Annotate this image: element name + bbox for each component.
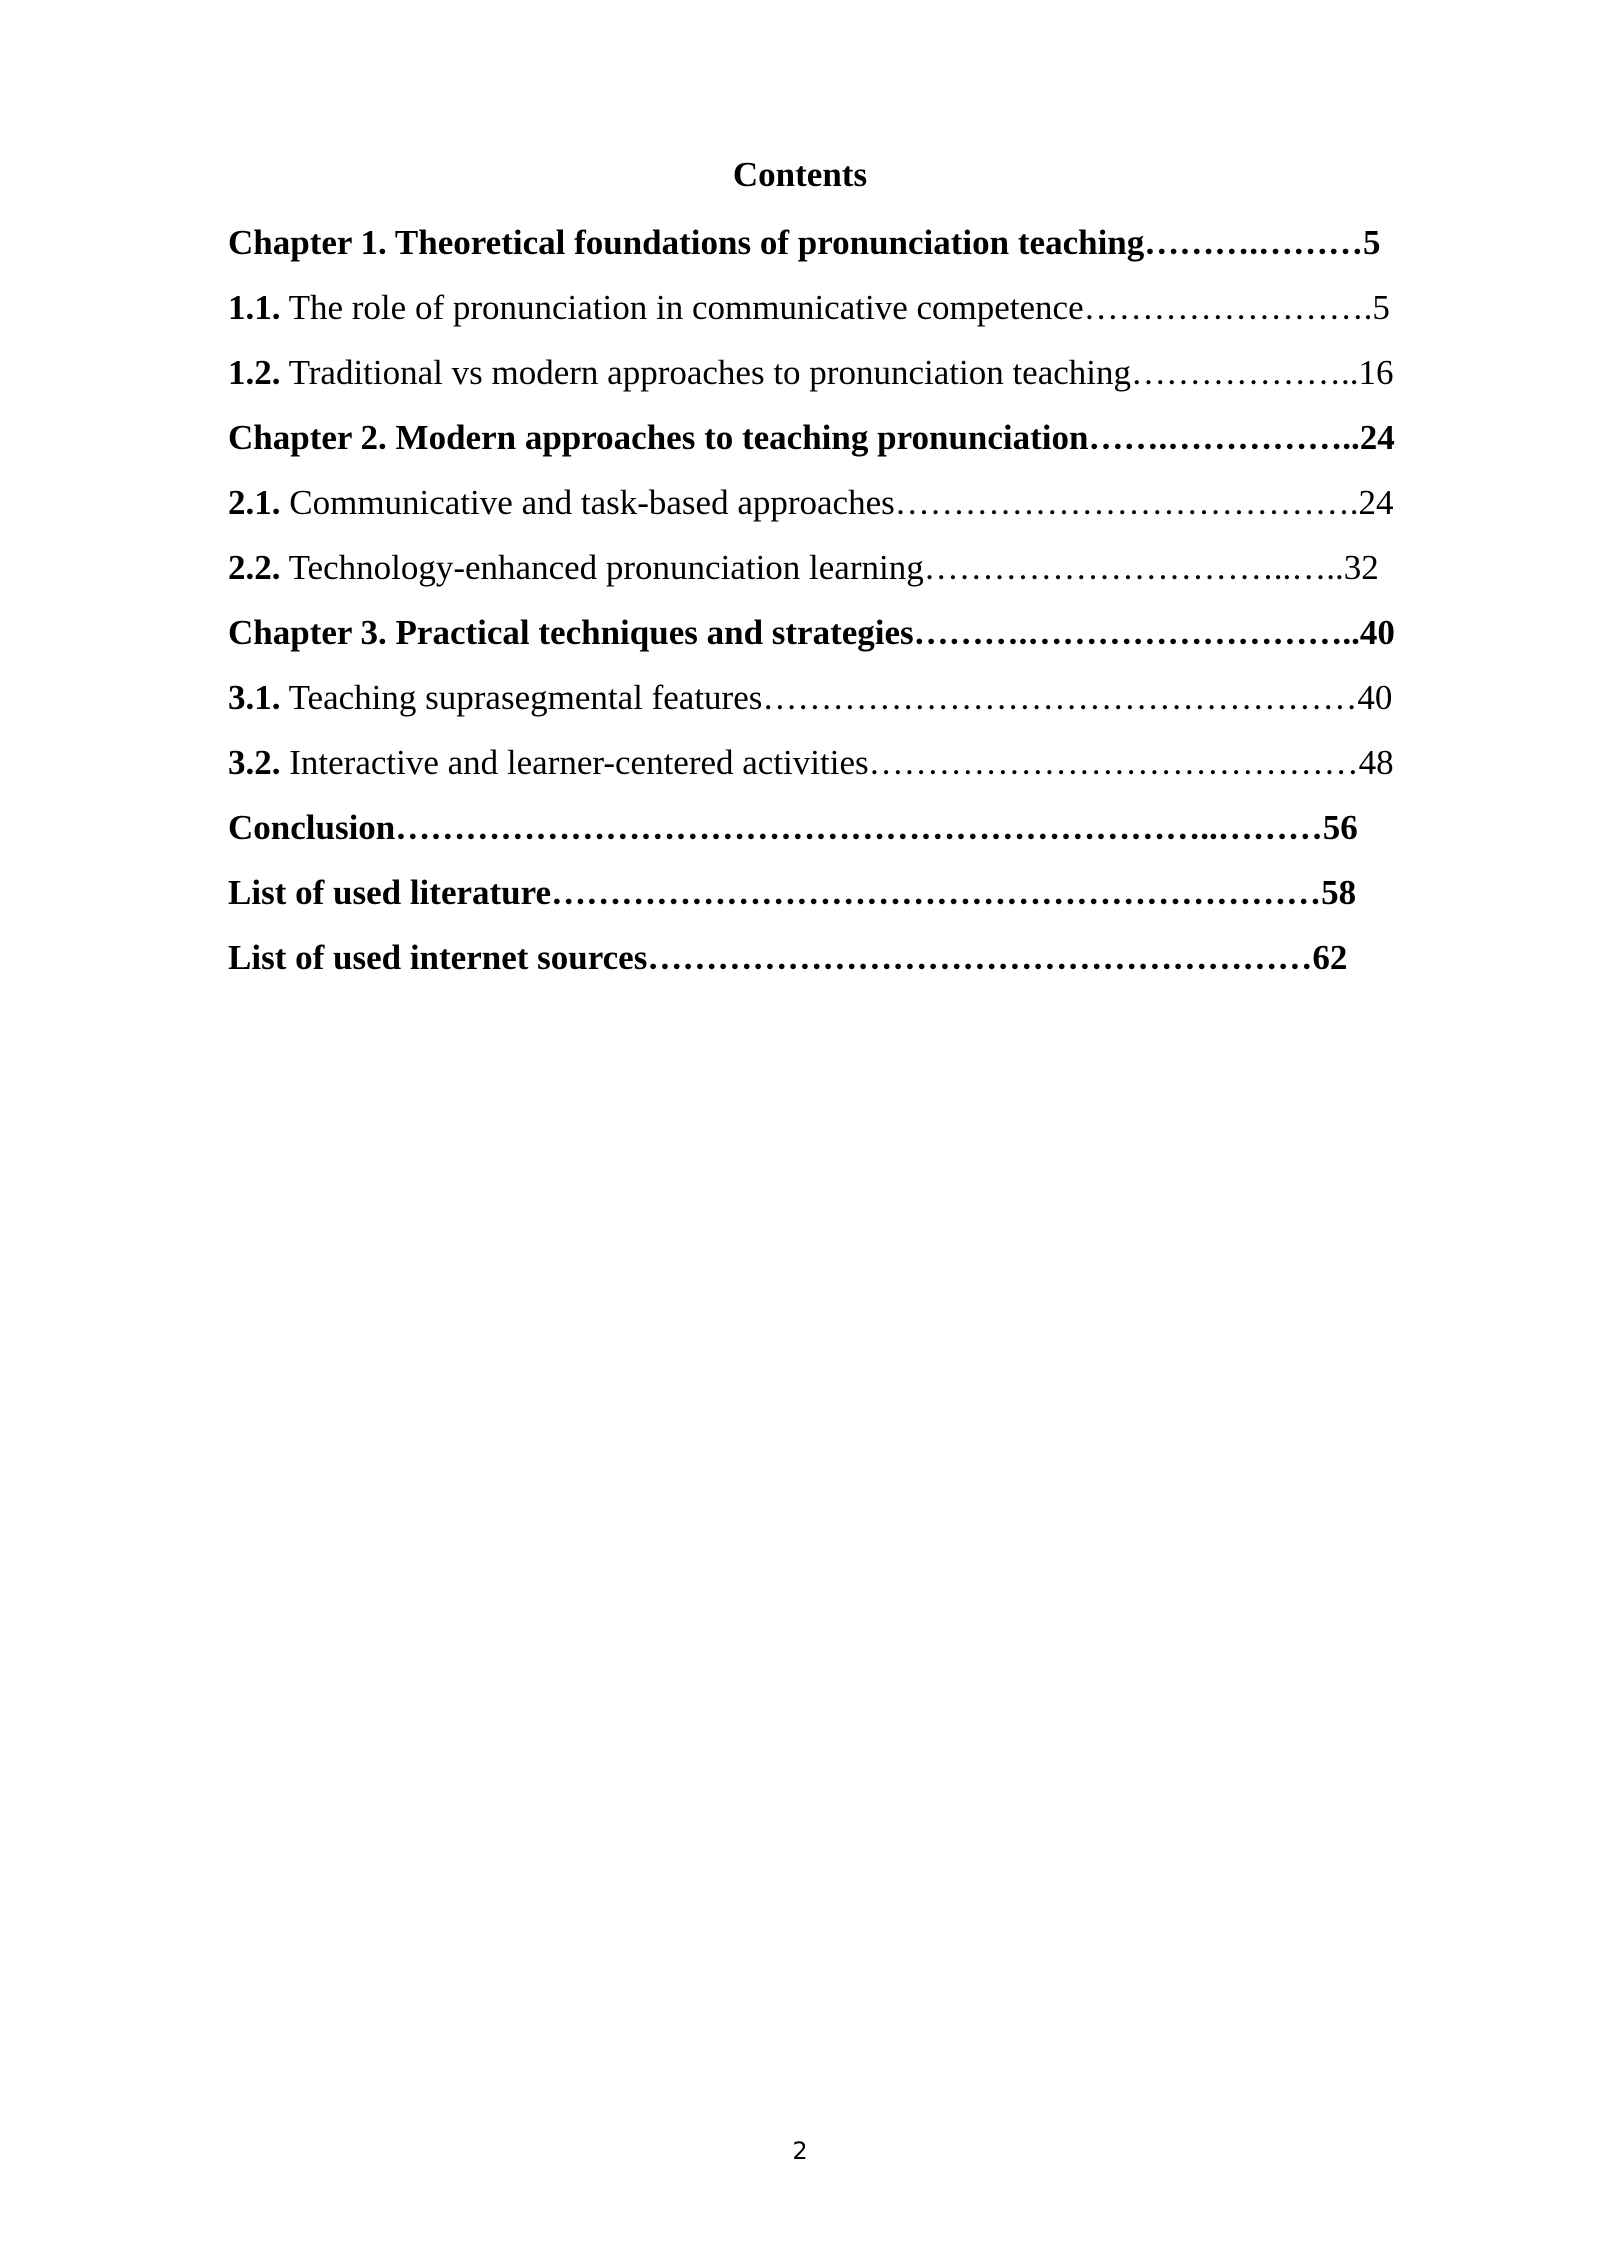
- toc-entry-section-1-1: [228, 283, 1486, 348]
- toc-entry-chapter-1: [228, 218, 1486, 283]
- toc-entry-section-3-1: [228, 673, 1486, 738]
- toc-entry-internet-sources: [228, 933, 1486, 998]
- contents-heading: Contents: [732, 155, 868, 194]
- toc-entry-number: 3.2.: [228, 743, 281, 782]
- toc-entry-chapter-3: [228, 608, 1486, 673]
- toc-entry-number: 2.1.: [228, 483, 281, 522]
- toc-entry-text: Interactive and learner-centered activities……………………………………48: [280, 743, 1394, 782]
- toc-entry-text: Chapter 1. Theoretical foundations of pronunciation teaching……….………5: [228, 223, 1381, 262]
- table-of-contents: [228, 218, 1486, 998]
- toc-entry-section-1-2: [228, 348, 1486, 413]
- toc-entry-text: Teaching suprasegmental features……………………………………………40: [280, 678, 1393, 717]
- toc-entry-text: Communicative and task-based approaches………………………………….24: [280, 483, 1394, 522]
- toc-entry-section-2-1: [228, 478, 1486, 543]
- toc-entry-text: Chapter 2. Modern approaches to teaching pronunciation…….……………..24: [228, 418, 1395, 457]
- toc-entry-section-3-2: [228, 738, 1486, 803]
- toc-entry-text: The role of pronunciation in communicative competence…………………….5: [280, 288, 1390, 327]
- toc-entry-chapter-2: [228, 413, 1486, 478]
- toc-entry-number: 3.1.: [228, 678, 281, 717]
- toc-entry-number: 1.1.: [228, 288, 281, 327]
- toc-entry-conclusion: [228, 803, 1486, 868]
- toc-entry-number: 1.2.: [228, 353, 281, 392]
- toc-entry-text: List of used literature…………………………………………………………58: [228, 873, 1357, 912]
- toc-entry-text: Technology-enhanced pronunciation learning…………………………..…..32: [280, 548, 1379, 587]
- toc-entry-text: Chapter 3. Practical techniques and strategies……….………………………..40: [228, 613, 1395, 652]
- toc-entry-literature: [228, 868, 1486, 933]
- toc-entry-text: Conclusion……………………………………………………………..………56: [228, 808, 1358, 847]
- toc-entry-section-2-2: [228, 543, 1486, 608]
- page-number: 2: [792, 2137, 808, 2165]
- toc-entry-number: 2.2.: [228, 548, 281, 587]
- toc-entry-text: List of used internet sources…………………………………………………62: [228, 938, 1348, 977]
- toc-entry-text: Traditional vs modern approaches to pronunciation teaching………………..16: [280, 353, 1394, 392]
